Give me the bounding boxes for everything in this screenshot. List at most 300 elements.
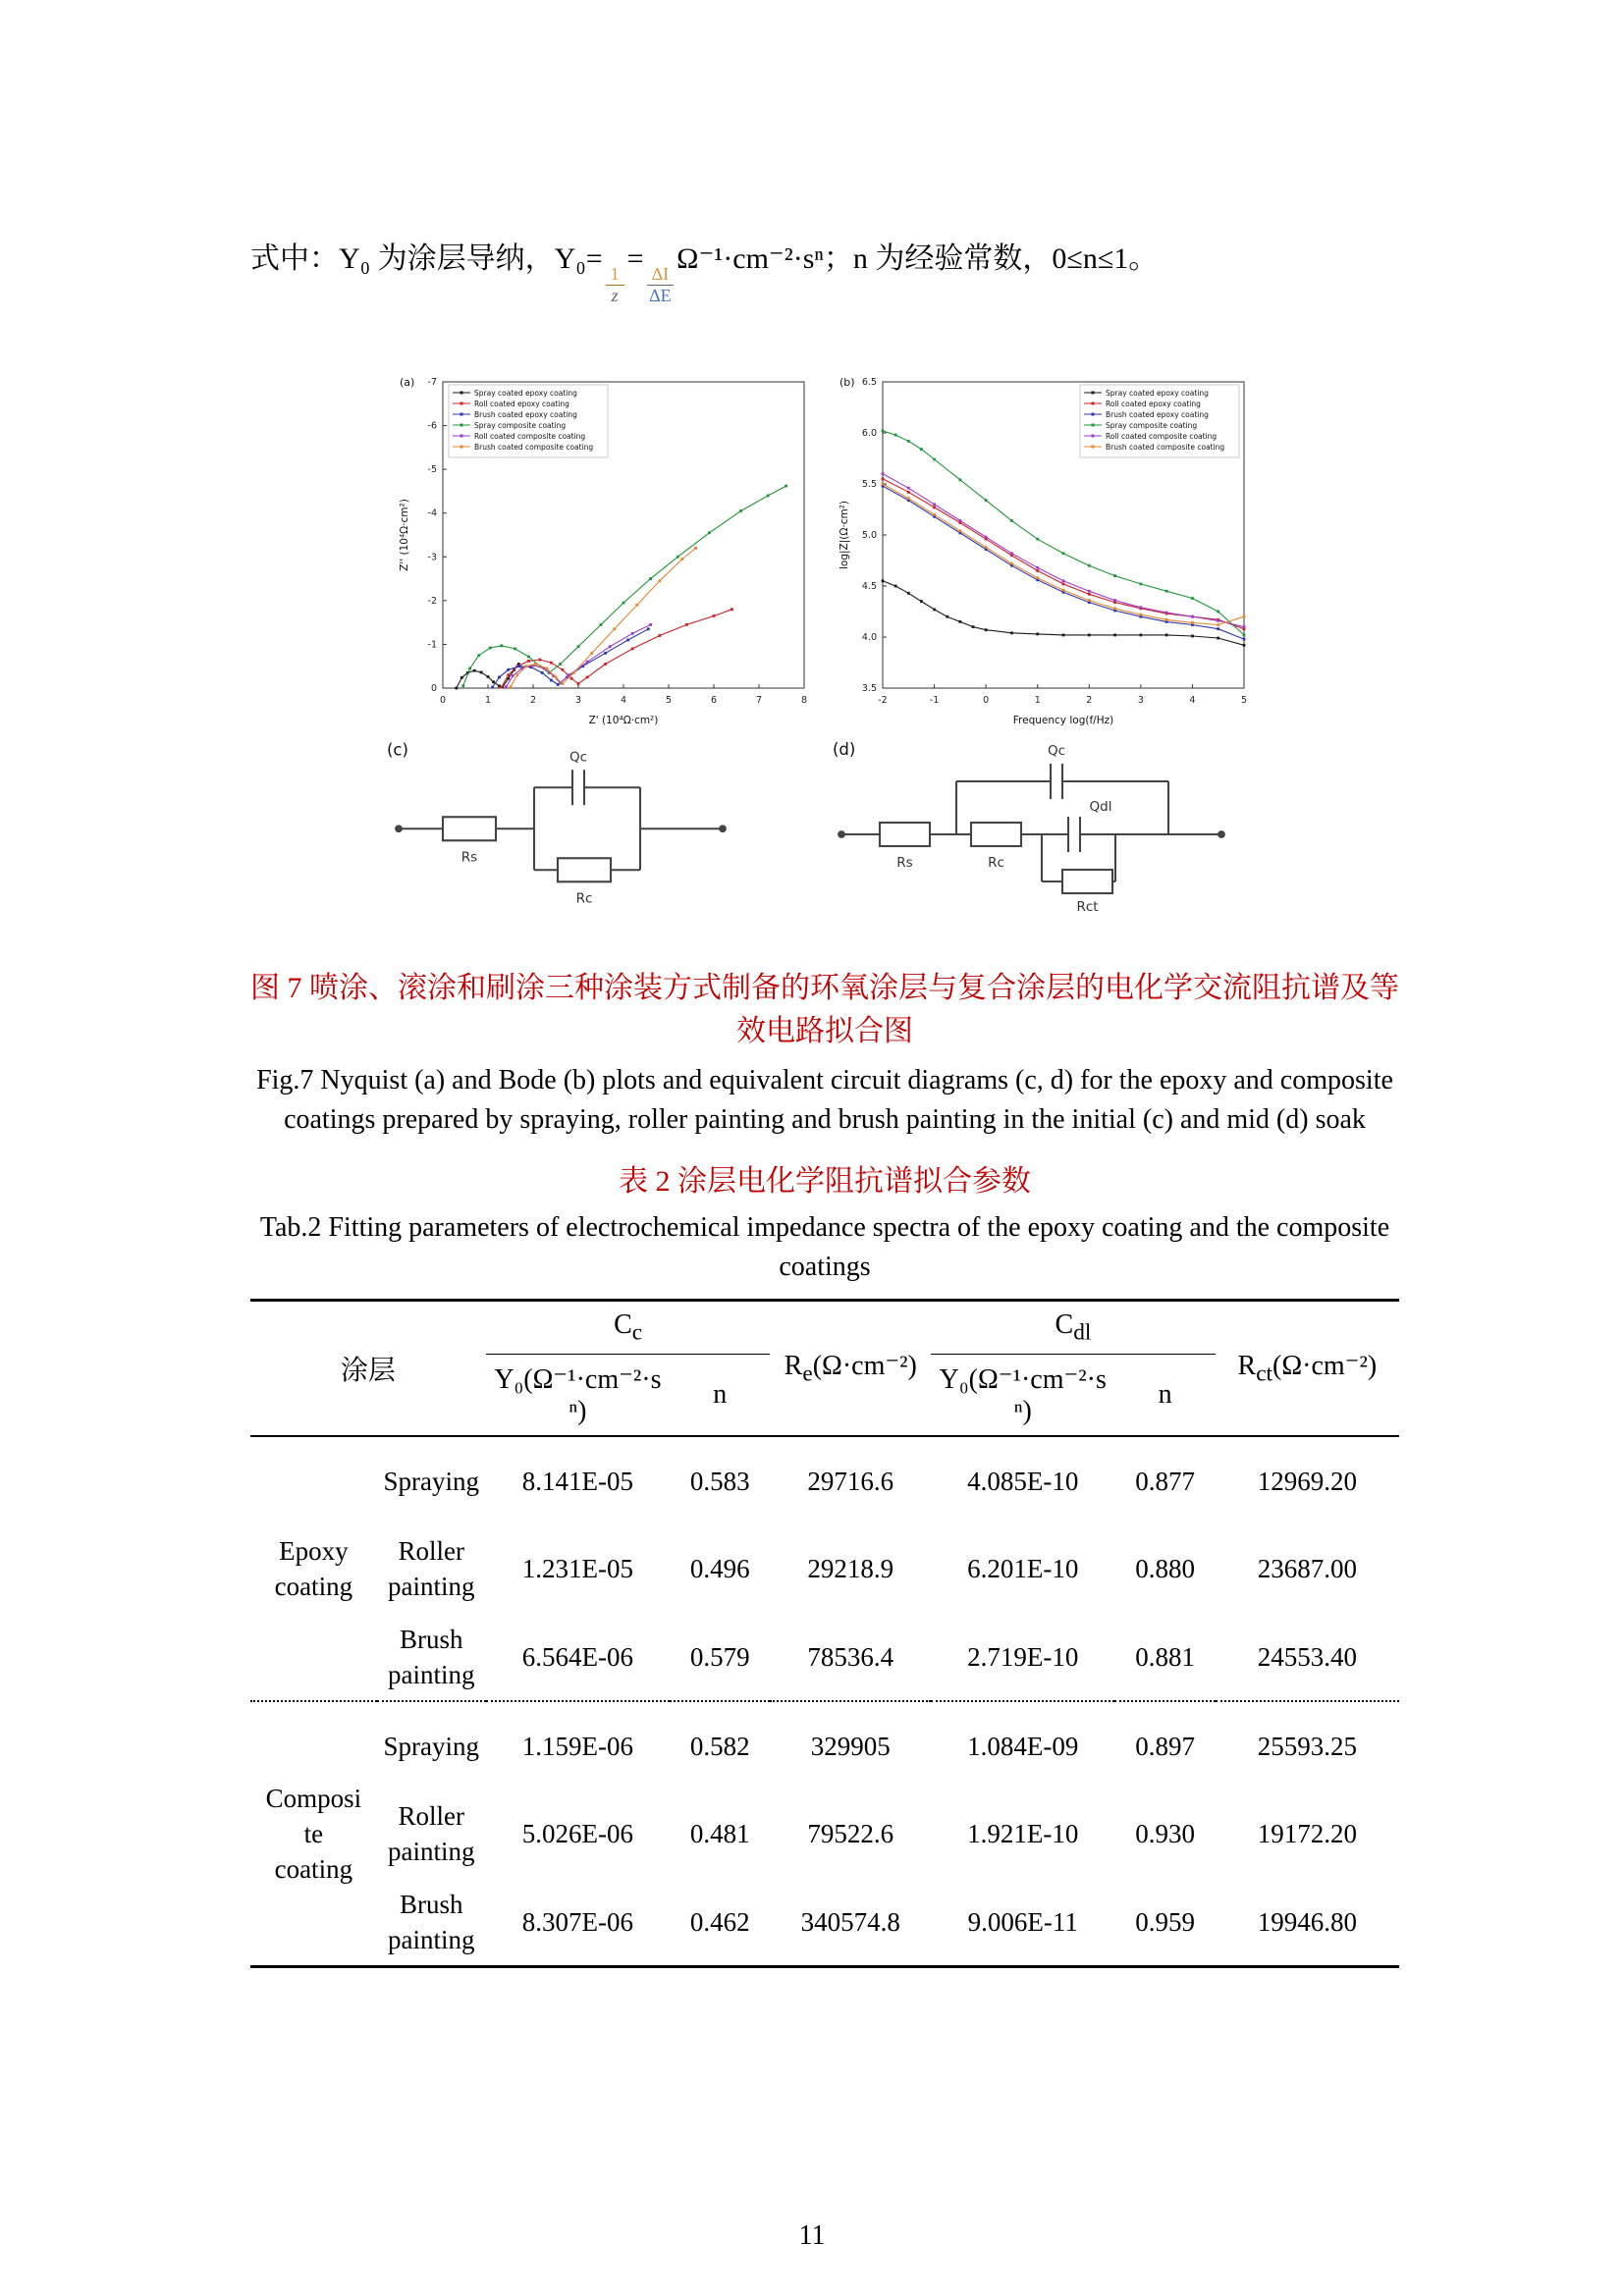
series-marker <box>907 440 910 443</box>
series-marker <box>559 663 562 666</box>
series-marker <box>550 678 553 681</box>
series-marker <box>1113 633 1116 636</box>
series-marker <box>649 577 652 580</box>
series-marker <box>1036 538 1039 541</box>
value-cell: 0.959 <box>1135 1906 1195 1937</box>
header-cc <box>486 1300 771 1355</box>
value-cell: 78536.4 <box>807 1641 894 1672</box>
series-marker <box>985 628 988 631</box>
series-marker <box>1036 576 1039 579</box>
value-cell: 340574.8 <box>800 1906 900 1937</box>
header-n-cc: n <box>713 1379 728 1411</box>
legend-swatch-marker <box>1092 434 1095 437</box>
formula-prefix: 式中：Y₀ 为涂层导纳，Y₀= <box>250 242 603 275</box>
series-marker <box>460 676 463 679</box>
series-marker <box>1036 566 1039 569</box>
series-marker <box>1062 552 1065 555</box>
series-marker <box>1010 552 1013 555</box>
series-line <box>463 486 786 686</box>
series-marker <box>1243 615 1246 618</box>
value-cell: 1.159E-06 <box>486 1701 670 1789</box>
series-marker <box>525 665 528 667</box>
series-marker <box>527 655 530 658</box>
legend-swatch-marker <box>460 412 463 415</box>
resistor-rc <box>558 858 611 881</box>
formula-equals: = <box>626 242 644 275</box>
x-tick-label: 4 <box>1189 694 1196 706</box>
header-subscript: ct <box>1256 1361 1273 1387</box>
series-marker <box>907 497 910 500</box>
series-marker <box>731 608 733 611</box>
legend-entry-label: Spray coated epoxy coating <box>474 388 577 398</box>
series-marker <box>680 558 683 561</box>
label-rs: Rs <box>896 854 913 871</box>
y-tick-label: 5.0 <box>861 529 877 541</box>
series-marker <box>920 448 923 451</box>
equivalent-circuit-initial <box>381 737 793 919</box>
value-cell: 0.881 <box>1135 1641 1195 1672</box>
figure-caption-en: Fig.7 Nyquist (a) and Bode (b) plots and equivalent circuit diagrams (c, d) for the epoxy and composite coatings prepared by spraying, roller painting and brush painting in the initial (c) and mid (d) soak <box>256 1064 1393 1135</box>
header-text: C <box>614 1308 632 1340</box>
series-marker <box>534 663 537 666</box>
series-marker <box>514 647 516 650</box>
header-cdl <box>931 1300 1216 1355</box>
series-marker <box>1088 593 1091 596</box>
series-marker <box>1010 562 1013 565</box>
series-marker <box>473 669 476 672</box>
header-rct <box>1216 1300 1399 1436</box>
value-cell: 23687.00 <box>1257 1554 1357 1584</box>
x-tick-label: 5 <box>665 694 673 706</box>
legend-swatch-marker <box>460 445 463 448</box>
x-tick-label: -2 <box>878 694 888 706</box>
panel-label-c: (c) <box>387 740 408 760</box>
series-marker <box>985 535 988 538</box>
series-marker <box>958 620 961 623</box>
series-marker <box>1191 634 1194 637</box>
table-header <box>250 1300 1399 1436</box>
series-marker <box>562 682 565 685</box>
series-marker <box>1062 589 1065 592</box>
equivalent-circuit-mid <box>827 737 1269 932</box>
series-marker <box>739 509 742 512</box>
terminal-dot <box>395 825 403 832</box>
series-marker <box>545 667 548 669</box>
value-cell: 19946.80 <box>1257 1906 1357 1937</box>
series-line <box>502 610 732 687</box>
legend-entry-label: Brush coated composite coating <box>474 442 594 452</box>
series-marker <box>1243 637 1246 640</box>
series-marker <box>572 671 575 674</box>
series-marker <box>882 472 885 475</box>
series-marker <box>1191 597 1194 600</box>
resistor-rs <box>443 817 496 840</box>
legend-swatch-marker <box>1092 423 1095 426</box>
value-cell: 0.930 <box>1135 1819 1195 1849</box>
series-marker <box>477 654 480 657</box>
series-marker <box>658 579 661 582</box>
series-marker <box>1139 633 1142 636</box>
method-cell: Brush painting <box>388 1624 475 1689</box>
y-tick-label: 6.5 <box>861 376 877 388</box>
series-marker <box>713 614 716 617</box>
series-marker <box>1165 633 1168 636</box>
series-marker <box>1088 590 1091 593</box>
label-qc: Qc <box>1047 742 1066 759</box>
value-cell: 0.462 <box>689 1906 750 1937</box>
series-marker <box>1113 607 1116 610</box>
y-tick-label: 0 <box>430 682 437 694</box>
series-marker <box>1243 625 1246 628</box>
series-marker <box>685 623 688 626</box>
y-tick-label: 6.0 <box>861 427 877 439</box>
series-marker <box>658 634 661 637</box>
series-marker <box>1243 644 1246 647</box>
series-marker <box>946 615 948 618</box>
table-row <box>250 1789 1399 1878</box>
series-marker <box>555 675 558 678</box>
series-marker <box>1217 627 1219 630</box>
header-text: (Ω·cm⁻²) <box>812 1351 917 1382</box>
series-marker <box>1088 564 1091 567</box>
series-marker <box>767 494 770 497</box>
series-marker <box>626 638 629 641</box>
legend-swatch-marker <box>460 391 463 394</box>
formula-suffix: Ω⁻¹·cm⁻²·sⁿ；n 为经验常数，0≤n≤1。 <box>677 242 1159 275</box>
panel-label-d: (d) <box>833 739 856 759</box>
value-cell: 9.006E-11 <box>967 1906 1078 1937</box>
series-marker <box>623 601 625 604</box>
series-marker <box>500 685 503 688</box>
fraction-denominator: z <box>611 285 619 305</box>
series-marker <box>1062 582 1065 585</box>
label-rs: Rs <box>460 849 478 866</box>
header-re <box>770 1300 931 1436</box>
value-cell: 329905 <box>770 1701 931 1789</box>
legend-entry-label: Roll coated composite coating <box>474 431 586 441</box>
legend-swatch-marker <box>1092 391 1095 394</box>
value-cell: 19172.20 <box>1257 1819 1357 1849</box>
figure-7 <box>250 370 1399 932</box>
series-marker <box>1217 619 1219 622</box>
series-marker <box>708 531 711 534</box>
y-tick-label: 3.5 <box>861 682 877 694</box>
value-cell: 0.880 <box>1135 1554 1195 1584</box>
value-cell: 1.231E-05 <box>521 1554 634 1584</box>
panel-label: (a) <box>400 375 415 389</box>
series-marker <box>468 667 471 669</box>
x-tick-label: 8 <box>800 694 808 706</box>
x-tick-label: 7 <box>755 694 763 706</box>
series-marker <box>1139 606 1142 609</box>
series-marker <box>562 668 565 671</box>
coating-group-label: Epoxy coating <box>274 1536 353 1602</box>
value-cell: 8.307E-06 <box>521 1906 634 1937</box>
page-number: 11 <box>798 2220 826 2251</box>
value-cell: 0.877 <box>1135 1466 1195 1496</box>
series-marker <box>933 513 936 516</box>
series-marker <box>613 627 616 630</box>
x-tick-label: 1 <box>1034 694 1041 706</box>
series-marker <box>1062 579 1065 582</box>
series-marker <box>505 685 508 688</box>
series-marker <box>489 646 492 649</box>
y-tick-label: -6 <box>427 420 437 432</box>
y-tick-label: -4 <box>427 507 437 519</box>
header-subscript: e <box>802 1361 813 1387</box>
y-tick-label: 5.5 <box>861 478 877 490</box>
x-tick-label: 4 <box>620 694 627 706</box>
resistor-rc <box>971 823 1021 846</box>
series-marker <box>600 623 603 626</box>
series-marker <box>570 677 573 680</box>
series-marker <box>635 604 638 607</box>
series-marker <box>649 623 652 626</box>
table-title-cn: 表 2 涂层电化学阻抗谱拟合参数 <box>619 1164 1031 1198</box>
fraction-numerator: 1 <box>606 265 624 286</box>
nyquist-plot <box>394 370 816 733</box>
y-tick-label: -7 <box>427 376 437 388</box>
method-cell: Roller painting <box>388 1536 475 1602</box>
legend-entry-label: Brush coated epoxy coating <box>1106 409 1209 419</box>
series-marker <box>577 645 580 648</box>
fraction-denominator: ΔE <box>649 285 672 305</box>
series-marker <box>933 503 936 506</box>
series-marker <box>1165 611 1168 614</box>
value-cell: 0.579 <box>689 1641 750 1672</box>
y-axis-label: log|Z|(Ω·cm²) <box>839 500 850 569</box>
x-tick-label: 6 <box>710 694 718 706</box>
series-marker <box>507 668 510 671</box>
series-marker <box>550 662 553 665</box>
series-marker <box>1217 623 1219 626</box>
series-marker <box>958 519 961 522</box>
y-tick-label: -5 <box>427 463 437 475</box>
series-marker <box>1088 633 1091 636</box>
series-marker <box>1191 621 1194 624</box>
resistor-rs <box>880 823 930 846</box>
x-tick-label: 1 <box>484 694 492 706</box>
table-title-en: Tab.2 Fitting parameters of electrochemical impedance spectra of the epoxy coating and the composite coatings <box>259 1211 1390 1282</box>
table-row <box>250 1878 1399 1966</box>
value-cell: 29218.9 <box>807 1554 894 1584</box>
series-marker <box>694 547 697 550</box>
series-line <box>883 431 1244 635</box>
table-body <box>250 1436 1399 1966</box>
series-marker <box>1036 632 1039 635</box>
coating-group-label: Composite coating <box>250 1701 377 1966</box>
series-marker <box>882 579 885 582</box>
legend-entry-label: Spray composite coating <box>1106 420 1198 430</box>
legend-entry-label: Spray composite coating <box>474 420 567 430</box>
label-rc: Rc <box>988 854 1004 871</box>
legend-entry-label: Roll coated composite coating <box>1106 431 1218 441</box>
series-marker <box>1010 631 1013 634</box>
label-qdl: Qdl <box>1089 798 1112 815</box>
series-marker <box>894 584 897 587</box>
series-marker <box>677 556 679 559</box>
series-marker <box>933 608 936 611</box>
legend-entry-label: Roll coated epoxy coating <box>474 399 569 408</box>
header-subscript: dl <box>1073 1319 1092 1346</box>
series-marker <box>507 673 510 676</box>
page-content <box>250 239 1399 1968</box>
value-cell: 0.897 <box>1114 1701 1215 1789</box>
method-cell: Spraying <box>377 1701 486 1789</box>
series-marker <box>920 600 923 603</box>
header-subscript: c <box>631 1319 643 1346</box>
legend-entry-label: Spray coated epoxy coating <box>1106 388 1209 398</box>
series-marker <box>586 675 589 678</box>
terminal-dot <box>1218 830 1225 838</box>
figure-caption-cn: 图 7 喷涂、滚涂和刷涂三种涂装方式制备的环氧涂层与复合涂层的电化学交流阻抗谱及等效电路拟合图 <box>250 971 1399 1047</box>
method-cell: Spraying <box>383 1466 479 1496</box>
series-marker <box>631 647 634 650</box>
series-marker <box>487 675 490 678</box>
x-tick-label: 2 <box>529 694 537 706</box>
value-cell: 6.564E-06 <box>521 1641 634 1672</box>
figure-plots-row <box>250 370 1399 733</box>
legend-entry-label: Brush coated epoxy coating <box>474 409 577 419</box>
terminal-dot <box>838 830 845 838</box>
value-cell: 1.084E-09 <box>931 1701 1114 1789</box>
formula-paragraph <box>250 239 1399 305</box>
y-tick-label: -2 <box>427 595 437 607</box>
bode-plot <box>834 370 1256 733</box>
x-tick-label: 3 <box>574 694 582 706</box>
table-row <box>250 1701 1399 1789</box>
series-marker <box>958 529 961 532</box>
label-qc: Qc <box>568 749 588 766</box>
value-cell: 6.201E-10 <box>967 1554 1079 1584</box>
series-marker <box>498 675 501 678</box>
series-marker <box>933 506 936 508</box>
series-marker <box>590 652 593 655</box>
series-marker <box>541 671 544 674</box>
y-tick-label: -3 <box>427 552 437 563</box>
series-marker <box>480 670 483 673</box>
value-cell: 0.582 <box>670 1701 770 1789</box>
x-tick-label: 0 <box>983 694 990 706</box>
series-marker <box>461 684 464 687</box>
fraction-numerator: ΔI <box>647 265 675 286</box>
x-tick-label: 5 <box>1240 694 1248 706</box>
header-n-cdl: n <box>1158 1379 1172 1411</box>
x-tick-label: 3 <box>1137 694 1144 706</box>
legend-swatch-marker <box>460 434 463 437</box>
value-cell: 0.481 <box>689 1819 750 1849</box>
series-marker <box>1113 574 1116 577</box>
x-tick-label: -1 <box>929 694 940 706</box>
series-marker <box>1243 633 1246 636</box>
series-line <box>883 473 1244 626</box>
series-marker <box>894 433 897 436</box>
series-marker <box>647 627 650 630</box>
series-marker <box>1113 599 1116 602</box>
value-cell: 5.026E-06 <box>521 1819 634 1849</box>
series-marker <box>577 682 580 685</box>
series-marker <box>492 680 495 683</box>
legend-swatch-marker <box>1092 412 1095 415</box>
circuit-wires <box>402 770 720 881</box>
series-marker <box>510 685 513 688</box>
series-marker <box>958 478 961 481</box>
series-marker <box>1217 610 1219 613</box>
value-cell: 0.496 <box>689 1554 750 1584</box>
formula-fraction-2 <box>647 265 675 305</box>
legend-entry-label: Roll coated epoxy coating <box>1106 399 1201 408</box>
series-marker <box>631 632 634 635</box>
series-marker <box>512 674 514 677</box>
x-axis-label: Frequency log(f/Hz) <box>1012 714 1114 726</box>
value-cell: 8.141E-05 <box>521 1466 634 1496</box>
label-rc: Rc <box>575 890 593 907</box>
x-tick-label: 2 <box>1086 694 1093 706</box>
value-cell: 79522.6 <box>807 1819 894 1849</box>
series-marker <box>527 660 530 663</box>
series-marker <box>882 429 885 432</box>
series-marker <box>1217 636 1219 639</box>
value-cell: 1.921E-10 <box>967 1819 1079 1849</box>
series-marker <box>500 644 503 647</box>
legend-entry-label: Brush coated composite coating <box>1106 442 1225 452</box>
terminal-dot <box>719 825 727 832</box>
series-marker <box>604 652 607 655</box>
series-marker <box>516 673 519 676</box>
circuit-wires <box>844 764 1218 893</box>
series-marker <box>1165 618 1168 621</box>
series-marker <box>1165 590 1168 593</box>
value-cell: 4.085E-10 <box>967 1466 1079 1496</box>
series-marker <box>491 685 494 688</box>
series-marker <box>972 625 975 628</box>
series-marker <box>455 686 458 689</box>
figure-circuits-row <box>250 737 1399 932</box>
series-marker <box>1139 614 1142 616</box>
series-marker <box>604 663 607 666</box>
header-y0-cc: Y₀(Ω⁻¹·cm⁻²·sⁿ) <box>494 1364 662 1427</box>
legend-swatch-marker <box>1092 445 1095 448</box>
series-marker <box>609 645 612 648</box>
series-marker <box>1191 615 1194 618</box>
method-cell: Roller painting <box>388 1801 475 1867</box>
parameters-table <box>250 1299 1399 1968</box>
panel-label: (b) <box>839 375 855 389</box>
series-marker <box>985 546 988 549</box>
series-marker <box>1139 582 1142 585</box>
header-text: R <box>1237 1351 1257 1382</box>
x-axis-label: Z' (10⁴Ω·cm²) <box>588 714 659 726</box>
header-coating: 涂层 <box>340 1356 396 1387</box>
method-cell: Brush painting <box>388 1889 475 1954</box>
series-marker <box>882 477 885 480</box>
series-marker <box>882 482 885 485</box>
series-marker <box>586 661 589 664</box>
legend-swatch-marker <box>460 401 463 404</box>
value-cell: 25593.25 <box>1216 1701 1399 1789</box>
series-marker <box>539 658 542 661</box>
series-marker <box>933 457 936 460</box>
label-rct: Rct <box>1076 898 1099 915</box>
x-tick-label: 0 <box>439 694 447 706</box>
formula-fraction-1 <box>606 265 624 305</box>
table-row <box>250 1524 1399 1613</box>
legend-swatch-marker <box>1092 401 1095 404</box>
value-cell: 0.583 <box>689 1466 750 1496</box>
series-marker <box>985 499 988 502</box>
value-cell: 24553.40 <box>1257 1641 1357 1672</box>
resistor-rct <box>1062 870 1112 893</box>
